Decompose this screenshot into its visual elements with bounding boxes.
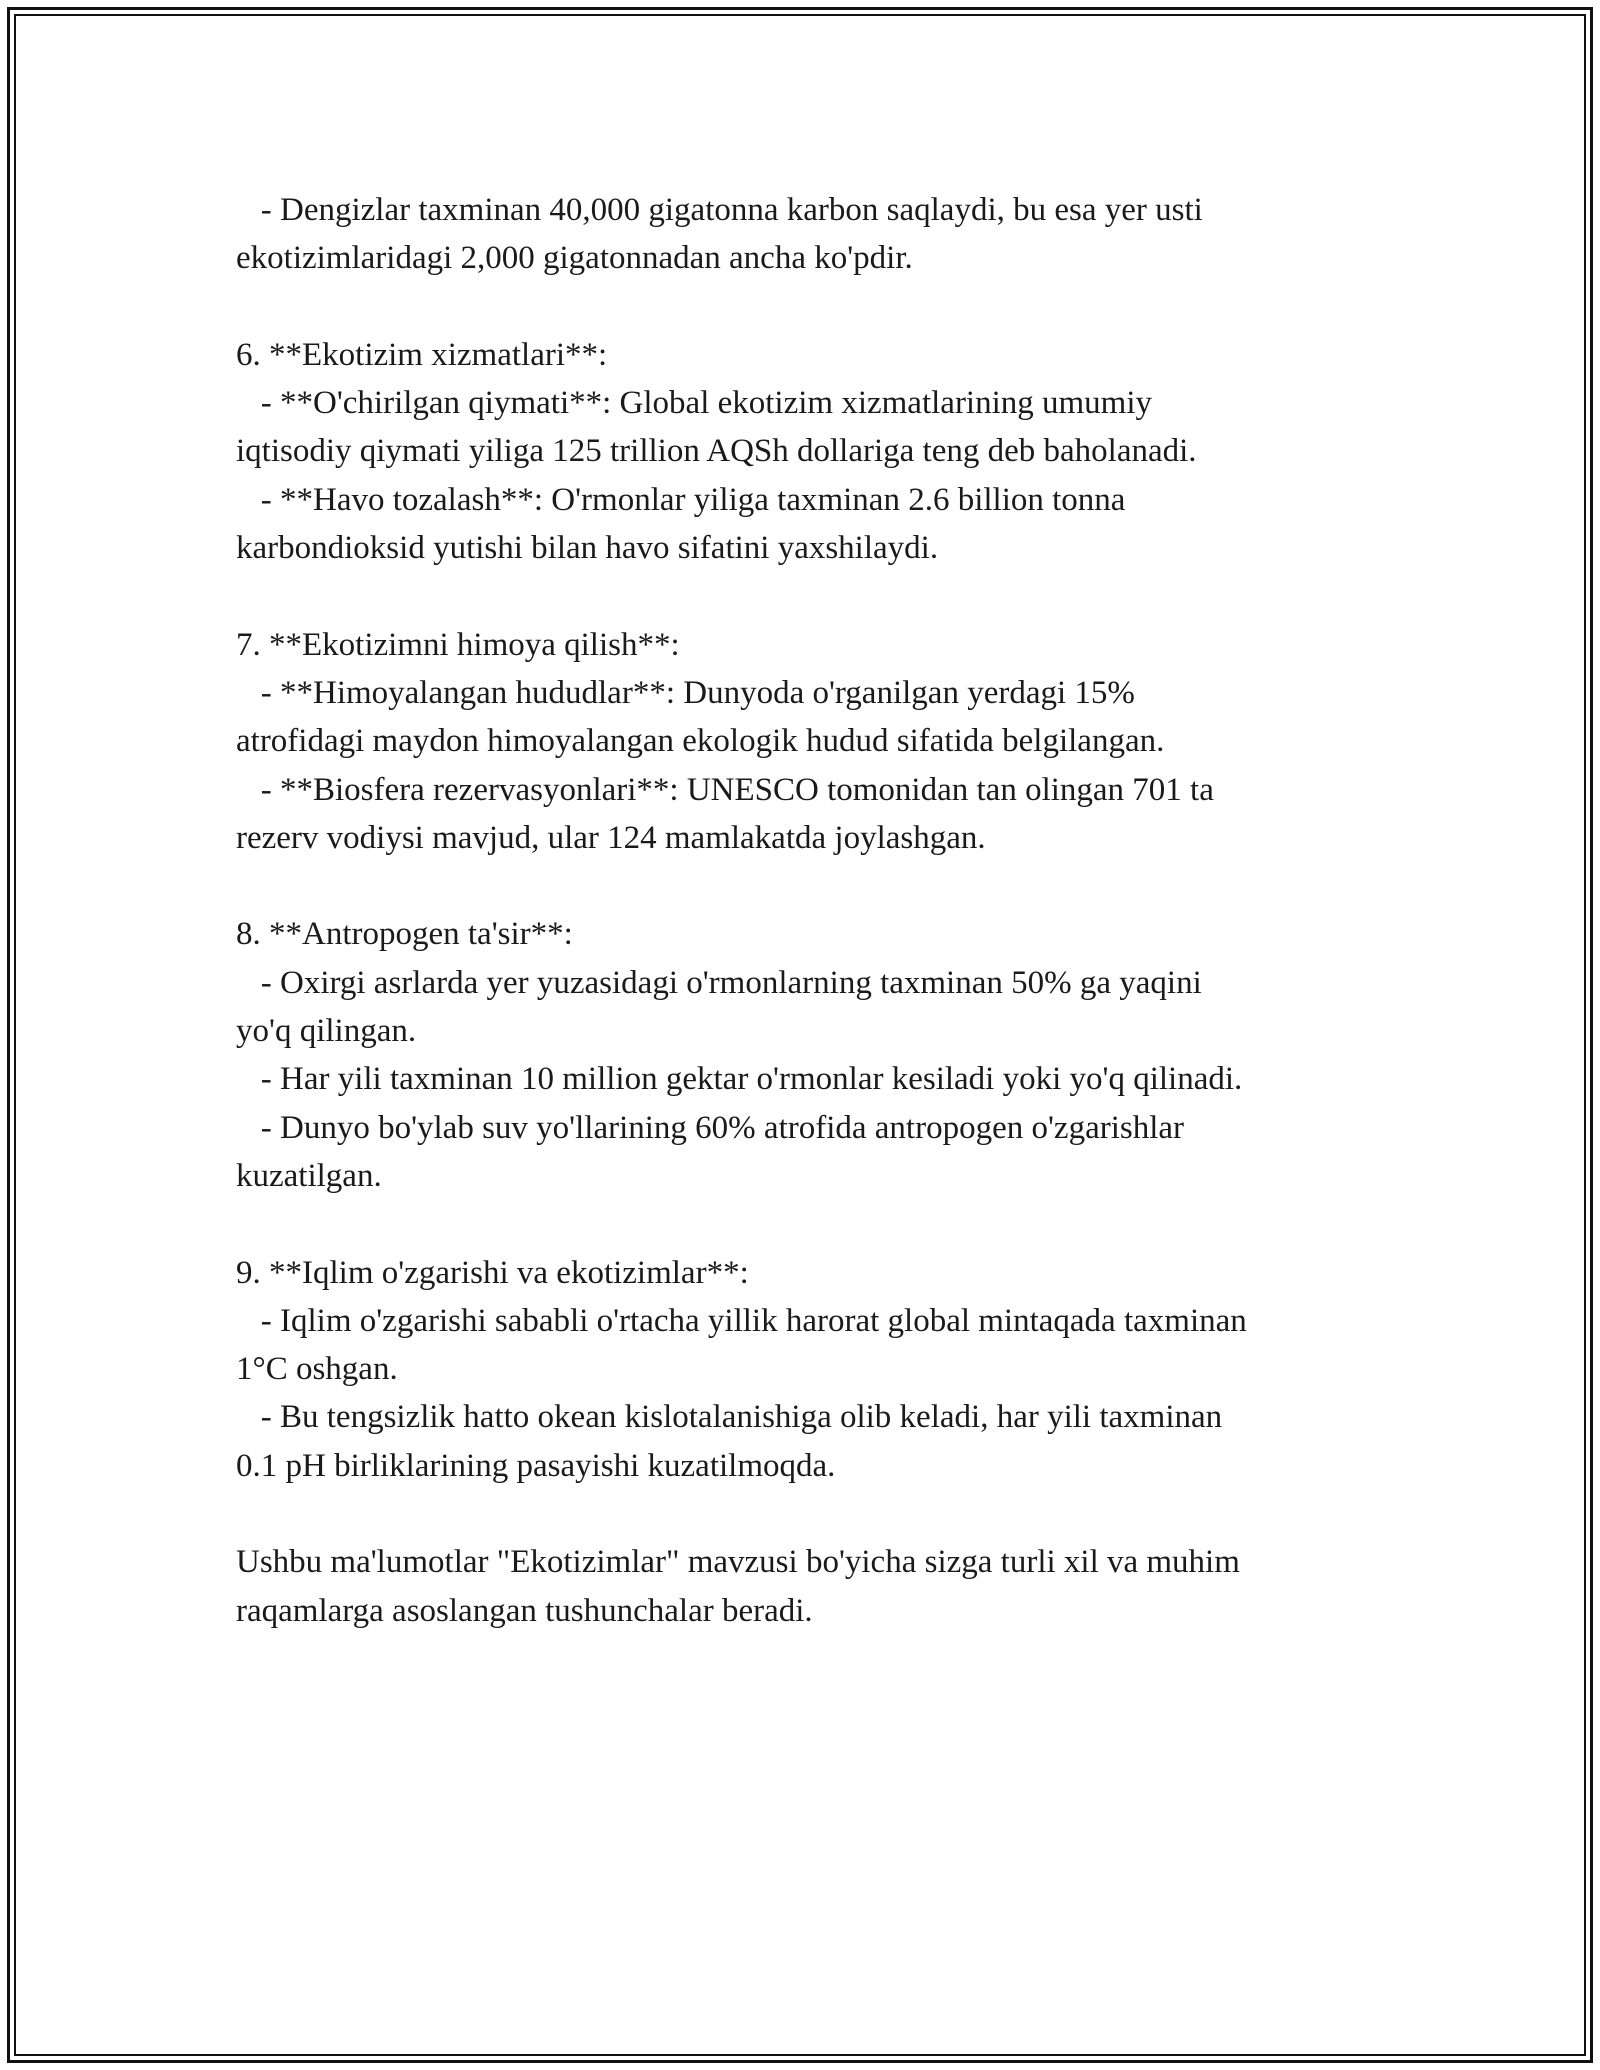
conclusion-line: Ushbu ma'lumotlar "Ekotizimlar" mavzusi bo'yicha sizga turli xil va muhim xyxy=(236,1544,1240,1581)
text-line: - **Biosfera rezervasyonlari**: UNESCO tomonidan tan olingan 701 ta xyxy=(236,771,1214,808)
text-line: - Dunyo bo'ylab suv yo'llarining 60% atrofida antropogen o'zgarishlar xyxy=(236,1109,1185,1146)
text-line: yo'q qilingan. xyxy=(236,1013,417,1050)
text-line: 1°C oshgan. xyxy=(236,1351,398,1388)
conclusion-line: raqamlarga asoslangan tushunchalar beradi. xyxy=(236,1592,813,1629)
text-line: karbondioksid yutishi bilan havo sifatini yaxshilaydi. xyxy=(236,530,939,567)
text-line: - Dengizlar taxminan 40,000 gigatonna karbon saqlaydi, bu esa yer usti xyxy=(236,192,1203,228)
text-line: - Iqlim o'zgarishi sababli o'rtacha yillik harorat global mintaqada taxminan xyxy=(236,1302,1247,1339)
blank-line xyxy=(236,1200,1396,1248)
text-line: iqtisodiy qiymati yiliga 125 trillion AQSh dollariga teng deb baholanadi. xyxy=(236,433,1197,470)
text-line: - **Himoyalangan hududlar**: Dunyoda o'rganilgan yerdagi 15% xyxy=(236,674,1135,711)
text-line: - **Havo tozalash**: O'rmonlar yiliga taxminan 2.6 billion tonna xyxy=(236,481,1126,518)
blank-line xyxy=(236,283,1396,331)
text-line: ekotizimlaridagi 2,000 gigatonnadan ancha ko'pdir. xyxy=(236,240,913,277)
section-9-heading: 9. **Iqlim o'zgarishi va ekotizimlar**: xyxy=(236,1254,749,1291)
text-line: rezerv vodiysi mavjud, ular 124 mamlakatda joylashgan. xyxy=(236,819,986,856)
text-line: - Har yili taxminan 10 million gektar o'rmonlar kesiladi yoki yo'q qilinadi. xyxy=(236,1061,1243,1098)
section-8-heading: 8. **Antropogen ta'sir**: xyxy=(236,916,573,953)
blank-line xyxy=(236,1490,1396,1538)
text-line: - Bu tengsizlik hatto okean kislotalanishiga olib keladi, har yili taxminan xyxy=(236,1399,1223,1436)
document-body xyxy=(236,186,1396,1635)
blank-line xyxy=(236,572,1396,620)
text-line: atrofidagi maydon himoyalangan ekologik hudud sifatida belgilangan. xyxy=(236,723,1165,760)
text-line: 0.1 pH birliklarining pasayishi kuzatilmoqda. xyxy=(236,1447,836,1484)
section-6-heading: 6. **Ekotizim xizmatlari**: xyxy=(236,336,608,373)
blank-line xyxy=(236,862,1396,910)
text-line: - **O'chirilgan qiymati**: Global ekotizim xizmatlarining umumiy xyxy=(236,385,1153,422)
text-line: - Oxirgi asrlarda yer yuzasidagi o'rmonlarning taxminan 50% ga yaqini xyxy=(236,964,1202,1001)
text-line: kuzatilgan. xyxy=(236,1157,382,1194)
section-7-heading: 7. **Ekotizimni himoya qilish**: xyxy=(236,626,680,663)
